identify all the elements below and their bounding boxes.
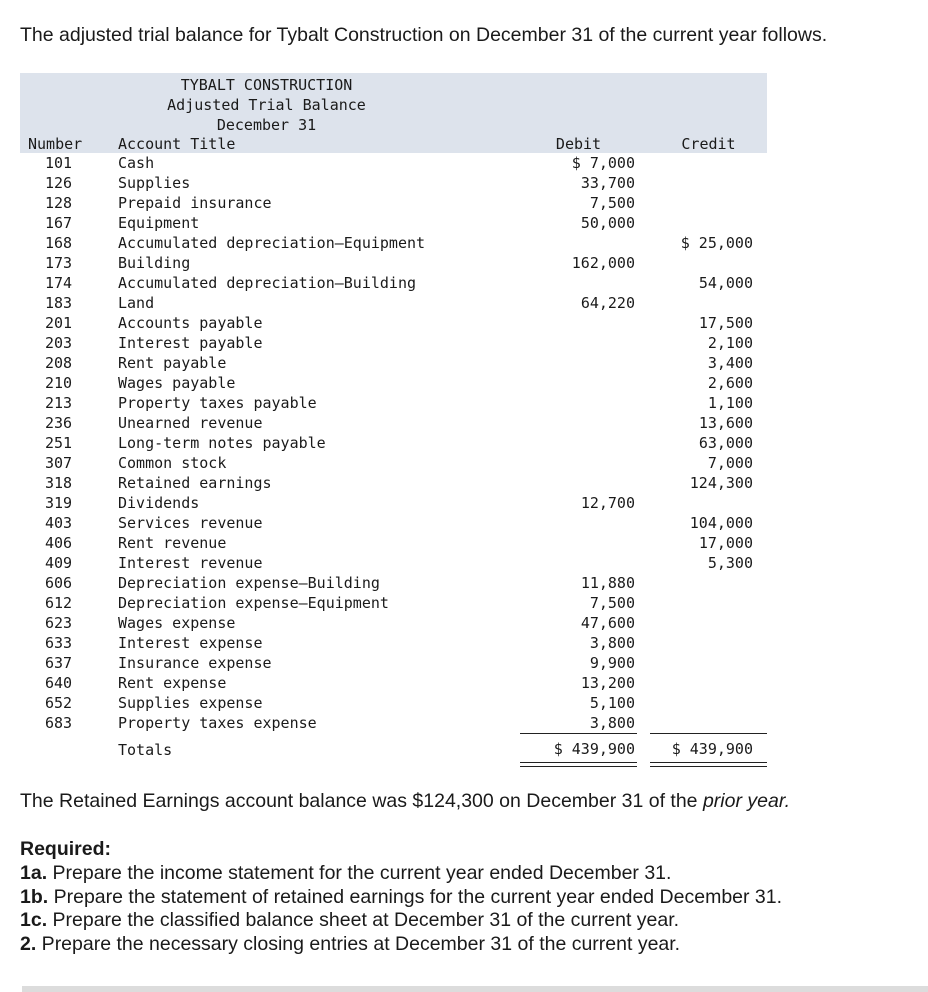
credit-amount: 54,000 (698, 274, 753, 292)
credit-amount: 2,100 (707, 334, 753, 352)
company-name: TYBALT CONSTRUCTION (180, 76, 353, 94)
totals-debit: $ 439,900 (553, 740, 635, 758)
account-number: 652 (45, 694, 73, 712)
table-row (0, 674, 928, 694)
account-title: Equipment (118, 214, 200, 232)
note-emphasis: prior year. (702, 790, 791, 812)
debit-double-rule-upper (520, 762, 637, 763)
account-number: 126 (45, 174, 73, 192)
requirement-text: Prepare the income statement for the current year ended December 31. (47, 862, 672, 884)
table-row (0, 494, 928, 514)
credit-amount: 3,400 (707, 354, 753, 372)
debit-total-rule (520, 733, 637, 734)
credit-total-rule (650, 733, 767, 734)
account-title: Dividends (118, 494, 200, 512)
debit-amount: 9,900 (589, 654, 635, 672)
trial-balance-rows (0, 154, 928, 734)
account-title: Depreciation expense—Equipment (118, 594, 389, 612)
account-title: Property taxes expense (118, 714, 317, 732)
totals-label: Totals (118, 741, 173, 759)
account-number: 213 (45, 394, 73, 412)
debit-amount: 162,000 (571, 254, 635, 272)
credit-double-rule-lower (650, 766, 767, 767)
totals-credit: $ 439,900 (671, 740, 753, 758)
account-number: 307 (45, 454, 73, 472)
account-title: Land (118, 294, 155, 312)
retained-earnings-note (20, 790, 790, 813)
requirement-label: 1b. (20, 886, 49, 908)
account-title: Property taxes payable (118, 394, 317, 412)
column-header-account-title: Account Title (118, 135, 236, 153)
account-title: Services revenue (118, 514, 263, 532)
account-title: Long-term notes payable (118, 434, 326, 452)
requirement-text: Prepare the statement of retained earnings for the current year ended December 31. (48, 886, 783, 908)
credit-amount: 63,000 (698, 434, 753, 452)
table-row (0, 614, 928, 634)
debit-amount: 3,800 (589, 714, 635, 732)
credit-amount: $ 25,000 (680, 234, 753, 252)
debit-amount: 3,800 (589, 634, 635, 652)
account-title: Common stock (118, 454, 227, 472)
credit-amount: 1,100 (707, 394, 753, 412)
table-row (0, 374, 928, 394)
account-number: 637 (45, 654, 73, 672)
table-row (0, 394, 928, 414)
table-row (0, 194, 928, 214)
account-title: Building (118, 254, 191, 272)
debit-amount: 13,200 (580, 674, 635, 692)
requirement-2 (20, 933, 680, 956)
debit-amount: 7,500 (589, 594, 635, 612)
requirement-label: 1a. (20, 862, 48, 884)
table-row (0, 274, 928, 294)
table-row (0, 174, 928, 194)
table-row (0, 594, 928, 614)
requirement-label: 1c. (20, 909, 48, 931)
requirement-1c (20, 909, 679, 932)
debit-amount: 12,700 (580, 494, 635, 512)
credit-amount: 7,000 (707, 454, 753, 472)
intro-text: The adjusted trial balance for Tybalt Construction on December 31 of the current year follows. (20, 24, 828, 46)
account-number: 208 (45, 354, 73, 372)
account-title: Rent payable (118, 354, 227, 372)
account-number: 168 (45, 234, 73, 252)
table-row (0, 314, 928, 334)
credit-amount: 104,000 (689, 514, 753, 532)
column-header-number: Number (28, 135, 83, 153)
credit-amount: 5,300 (707, 554, 753, 572)
credit-amount: 17,500 (698, 314, 753, 332)
table-row (0, 534, 928, 554)
account-number: 210 (45, 374, 73, 392)
credit-double-rule-upper (650, 762, 767, 763)
debit-amount: 33,700 (580, 174, 635, 192)
table-row (0, 714, 928, 734)
account-title: Accounts payable (118, 314, 263, 332)
debit-amount: $ 7,000 (571, 154, 635, 172)
debit-amount: 50,000 (580, 214, 635, 232)
table-row (0, 234, 928, 254)
table-row (0, 694, 928, 714)
debit-amount: 47,600 (580, 614, 635, 632)
account-title: Depreciation expense—Building (118, 574, 380, 592)
table-row (0, 514, 928, 534)
account-title: Prepaid insurance (118, 194, 272, 212)
debit-amount: 11,880 (580, 574, 635, 592)
debit-amount: 7,500 (589, 194, 635, 212)
account-title: Supplies expense (118, 694, 263, 712)
account-title: Cash (118, 154, 155, 172)
note-text: The Retained Earnings account balance was $124,300 on December 31 of the (20, 790, 703, 812)
statement-date: December 31 (216, 116, 317, 134)
account-number: 183 (45, 294, 73, 312)
requirement-label: 2. (20, 933, 37, 955)
account-number: 203 (45, 334, 73, 352)
account-title: Wages payable (118, 374, 236, 392)
table-row (0, 434, 928, 454)
table-row (0, 214, 928, 234)
requirement-text: Prepare the classified balance sheet at December 31 of the current year. (47, 909, 680, 931)
account-number: 640 (45, 674, 73, 692)
table-row (0, 154, 928, 174)
account-number: 128 (45, 194, 73, 212)
table-row (0, 634, 928, 654)
debit-amount: 64,220 (580, 294, 635, 312)
account-number: 623 (45, 614, 73, 632)
account-number: 406 (45, 534, 73, 552)
table-row (0, 474, 928, 494)
table-row (0, 254, 928, 274)
account-number: 319 (45, 494, 73, 512)
credit-amount: 17,000 (698, 534, 753, 552)
column-header-debit: Debit (555, 135, 602, 153)
bottom-scroll-bar (22, 986, 928, 992)
account-number: 403 (45, 514, 73, 532)
account-title: Interest revenue (118, 554, 263, 572)
account-title: Unearned revenue (118, 414, 263, 432)
account-number: 173 (45, 254, 73, 272)
required-heading: Required: (20, 838, 112, 860)
account-number: 633 (45, 634, 73, 652)
table-row (0, 414, 928, 434)
credit-amount: 124,300 (689, 474, 753, 492)
account-title: Accumulated depreciation—Building (118, 274, 417, 292)
requirement-1a (20, 862, 671, 885)
account-title: Interest payable (118, 334, 263, 352)
table-row (0, 334, 928, 354)
account-number: 251 (45, 434, 73, 452)
account-number: 101 (45, 154, 73, 172)
table-row (0, 574, 928, 594)
account-number: 167 (45, 214, 73, 232)
debit-amount: 5,100 (589, 694, 635, 712)
table-row (0, 354, 928, 374)
account-title: Wages expense (118, 614, 236, 632)
statement-title: Adjusted Trial Balance (167, 96, 366, 114)
table-row (0, 654, 928, 674)
requirement-text: Prepare the necessary closing entries at December 31 of the current year. (36, 933, 681, 955)
account-number: 683 (45, 714, 73, 732)
credit-amount: 13,600 (698, 414, 753, 432)
account-number: 201 (45, 314, 73, 332)
account-title: Retained earnings (118, 474, 272, 492)
account-title: Interest expense (118, 634, 263, 652)
table-row (0, 454, 928, 474)
requirement-1b (20, 886, 782, 909)
account-title: Rent expense (118, 674, 227, 692)
table-row (0, 554, 928, 574)
account-number: 174 (45, 274, 73, 292)
account-number: 612 (45, 594, 73, 612)
column-header-credit: Credit (681, 135, 736, 153)
debit-double-rule-lower (520, 766, 637, 767)
table-row (0, 294, 928, 314)
credit-amount: 2,600 (707, 374, 753, 392)
account-title: Insurance expense (118, 654, 272, 672)
account-number: 409 (45, 554, 73, 572)
account-number: 318 (45, 474, 73, 492)
account-number: 606 (45, 574, 73, 592)
account-number: 236 (45, 414, 73, 432)
account-title: Rent revenue (118, 534, 227, 552)
account-title: Accumulated depreciation—Equipment (118, 234, 426, 252)
account-title: Supplies (118, 174, 191, 192)
